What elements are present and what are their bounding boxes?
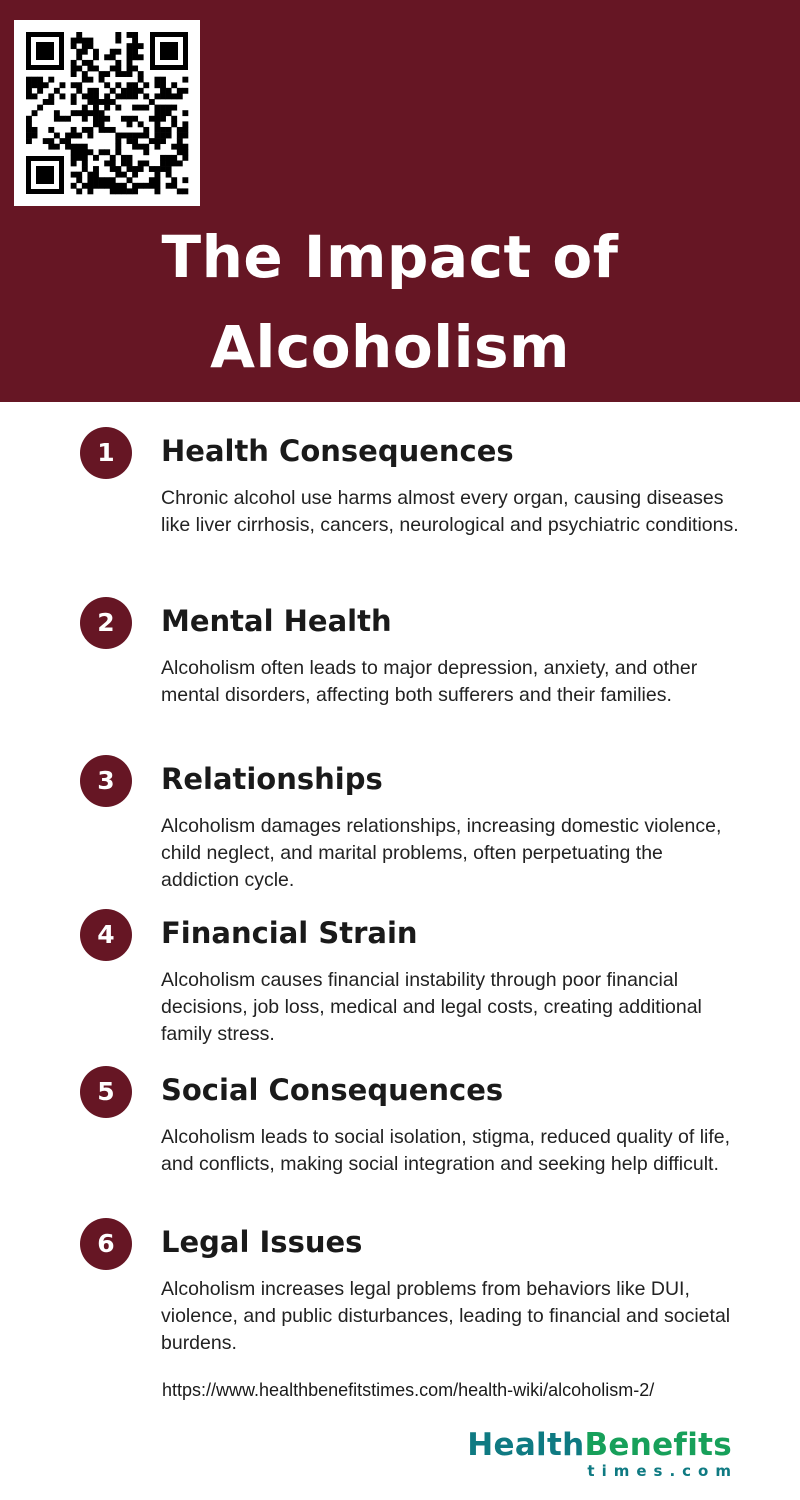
title-line-2: Alcoholism [210, 313, 570, 381]
number-badge: 5 [80, 1066, 132, 1118]
number-badge: 1 [80, 427, 132, 479]
header-banner [0, 0, 800, 402]
item-heading: Financial Strain [161, 916, 418, 950]
item-heading: Mental Health [161, 604, 392, 638]
item-description: Chronic alcohol use harms almost every organ, causing diseases like liver cirrhosis, cancers, neurological and psychiatric conditions. [161, 487, 739, 536]
number-badge: 4 [80, 909, 132, 961]
logo-part-benefits: Benefits [584, 1427, 732, 1463]
site-logo[interactable] [467, 1427, 738, 1480]
number-badge: 6 [80, 1218, 132, 1270]
item-heading: Legal Issues [161, 1225, 363, 1259]
item-heading: Health Consequences [161, 434, 514, 468]
item-description: Alcoholism increases legal problems from behaviors like DUI, violence, and public disturbances, leading to financial and societal burdens. [161, 1278, 731, 1354]
number-badge: 3 [80, 755, 132, 807]
qr-code-icon[interactable] [14, 20, 200, 206]
source-link[interactable]: https://www.healthbenefitstimes.com/health-wiki/alcoholism-2/ [162, 1380, 655, 1400]
logo-part-health: Health [467, 1427, 585, 1463]
item-heading: Relationships [161, 762, 383, 796]
number-badge: 2 [80, 597, 132, 649]
item-description: Alcoholism damages relationships, increasing domestic violence, child neglect, and marital problems, often perpetuating the addiction cycle. [161, 815, 722, 891]
item-description: Alcoholism causes financial instability through poor financial decisions, job loss, medical and legal costs, creating additional family stress. [161, 969, 702, 1045]
item-description: Alcoholism often leads to major depression, anxiety, and other mental disorders, affecting both sufferers and their families. [161, 657, 698, 706]
title-line-1: The Impact of [161, 223, 619, 291]
page-title [0, 212, 780, 392]
logo-subtitle: times.com [587, 1462, 738, 1480]
logo-wordmark [467, 1428, 732, 1462]
item-heading: Social Consequences [161, 1073, 504, 1107]
item-description: Alcoholism leads to social isolation, stigma, reduced quality of life, and conflicts, making social integration and seeking help difficult. [161, 1126, 731, 1175]
